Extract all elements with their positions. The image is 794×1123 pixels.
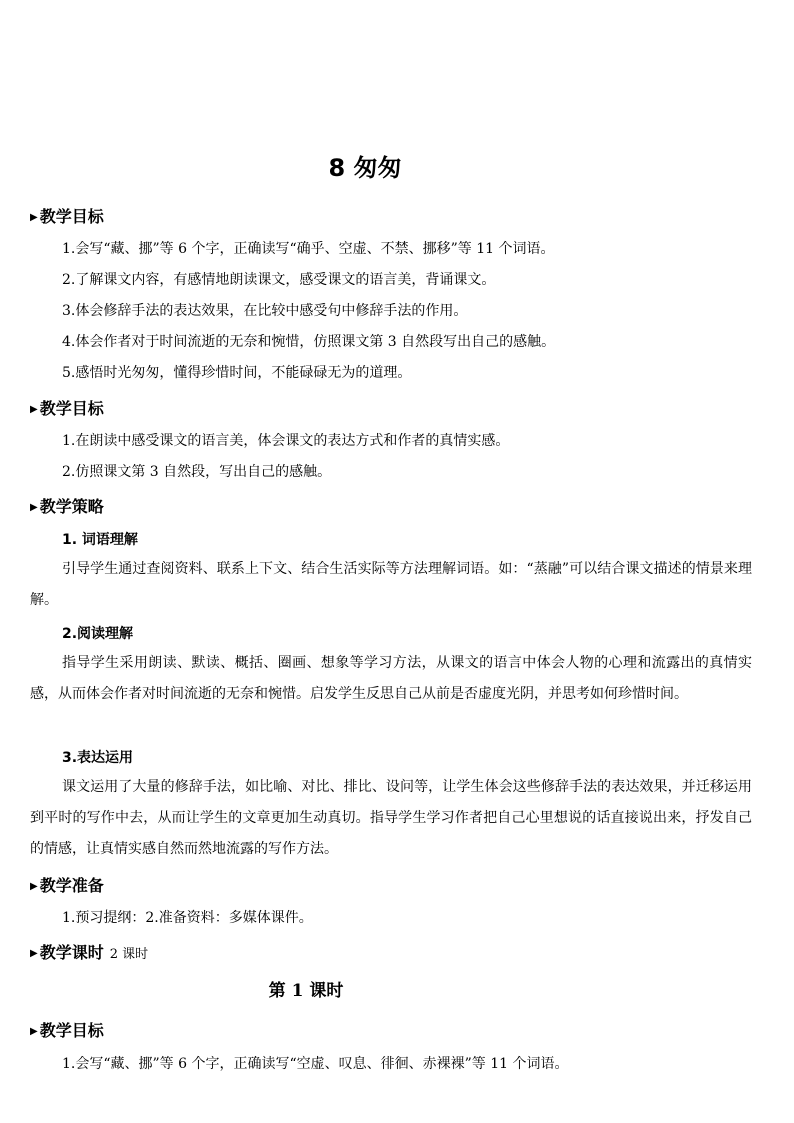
strategy-subtitle: 1. 词语理解: [62, 532, 138, 548]
heading-text: 教学目标: [39, 1021, 104, 1040]
section-heading-objectives: [30, 204, 104, 227]
objective-item: 5.感悟时光匆匆，懂得珍惜时间，不能碌碌无为的道理。: [62, 365, 412, 381]
section-heading-preparation: [30, 873, 104, 896]
section-heading-strategy: [30, 494, 104, 517]
key-point-item: 1.在朗读中感受课文的语言美，体会课文的表达方式和作者的真情实感。: [62, 433, 510, 449]
preparation-text: 1.预习提纲：2.准备资料：多媒体课件。: [62, 910, 313, 926]
heading-text: 教学目标: [39, 207, 104, 226]
section-heading-session-objectives: [30, 1018, 104, 1041]
page-title: 8 匆匆: [328, 154, 402, 182]
objective-item: 1.会写“藏、挪”等 6 个字，正确读写“确乎、空虚、不禁、挪移”等 11 个词语。: [62, 241, 555, 257]
triangle-bullet-icon: ▶: [30, 404, 38, 415]
heading-text: 教学策略: [39, 497, 104, 516]
objective-item: 4.体会作者对于时间流逝的无奈和惋惜，仿照课文第 3 自然段写出自己的感触。: [62, 334, 556, 350]
triangle-bullet-icon: ▶: [30, 881, 38, 892]
strategy-paragraph: 指导学生采用朗读、默读、概括、圈画、想象等学习方法，从课文的语言中体会人物的心理和流露出的真情实感，从而体会作者对时间流逝的无奈和惋惜。启发学生反思自己从前是否虚度光阴，并思考如何珍惜时间。: [30, 655, 752, 702]
strategy-subtitle: 3.表达运用: [62, 750, 134, 766]
session-objective-item: 1.会写“藏、挪”等 6 个字，正确读写“空虚、叹息、徘徊、赤裸裸”等 11 个词语。: [62, 1056, 569, 1072]
objective-item: 2.了解课文内容，有感情地朗读课文，感受课文的语言美，背诵课文。: [62, 272, 496, 288]
triangle-bullet-icon: ▶: [30, 502, 38, 513]
triangle-bullet-icon: ▶: [30, 1026, 38, 1037]
section-heading-key-points: [30, 396, 104, 419]
strategy-subtitle: 2.阅读理解: [62, 626, 134, 642]
heading-text: 教学目标: [39, 399, 104, 418]
key-point-item: 2.仿照课文第 3 自然段，写出自己的感触。: [62, 464, 332, 480]
session-title: 第 1 课时: [268, 981, 344, 1001]
heading-text: 教学准备: [39, 876, 104, 895]
heading-text: 教学课时: [39, 943, 104, 962]
section-heading-periods: [30, 940, 148, 963]
triangle-bullet-icon: ▶: [30, 948, 38, 959]
strategy-paragraph: 引导学生通过查阅资料、联系上下文、结合生活实际等方法理解词语。如：“蒸融”可以结合课文描述的情景来理解。: [30, 561, 752, 608]
triangle-bullet-icon: ▶: [30, 212, 38, 223]
objective-item: 3.体会修辞手法的表达效果，在比较中感受句中修辞手法的作用。: [62, 303, 468, 319]
periods-value: 2 课时: [109, 947, 149, 962]
strategy-paragraph: 课文运用了大量的修辞手法，如比喻、对比、排比、设问等，让学生体会这些修辞手法的表达效果，并迁移运用到平时的写作中去，从而让学生的文章更加生动真切。指导学生学习作者把自己心里想说的话直接说出来，抒发自己的情感，让真情实感自然而然地流露的写作方法。: [30, 779, 752, 857]
